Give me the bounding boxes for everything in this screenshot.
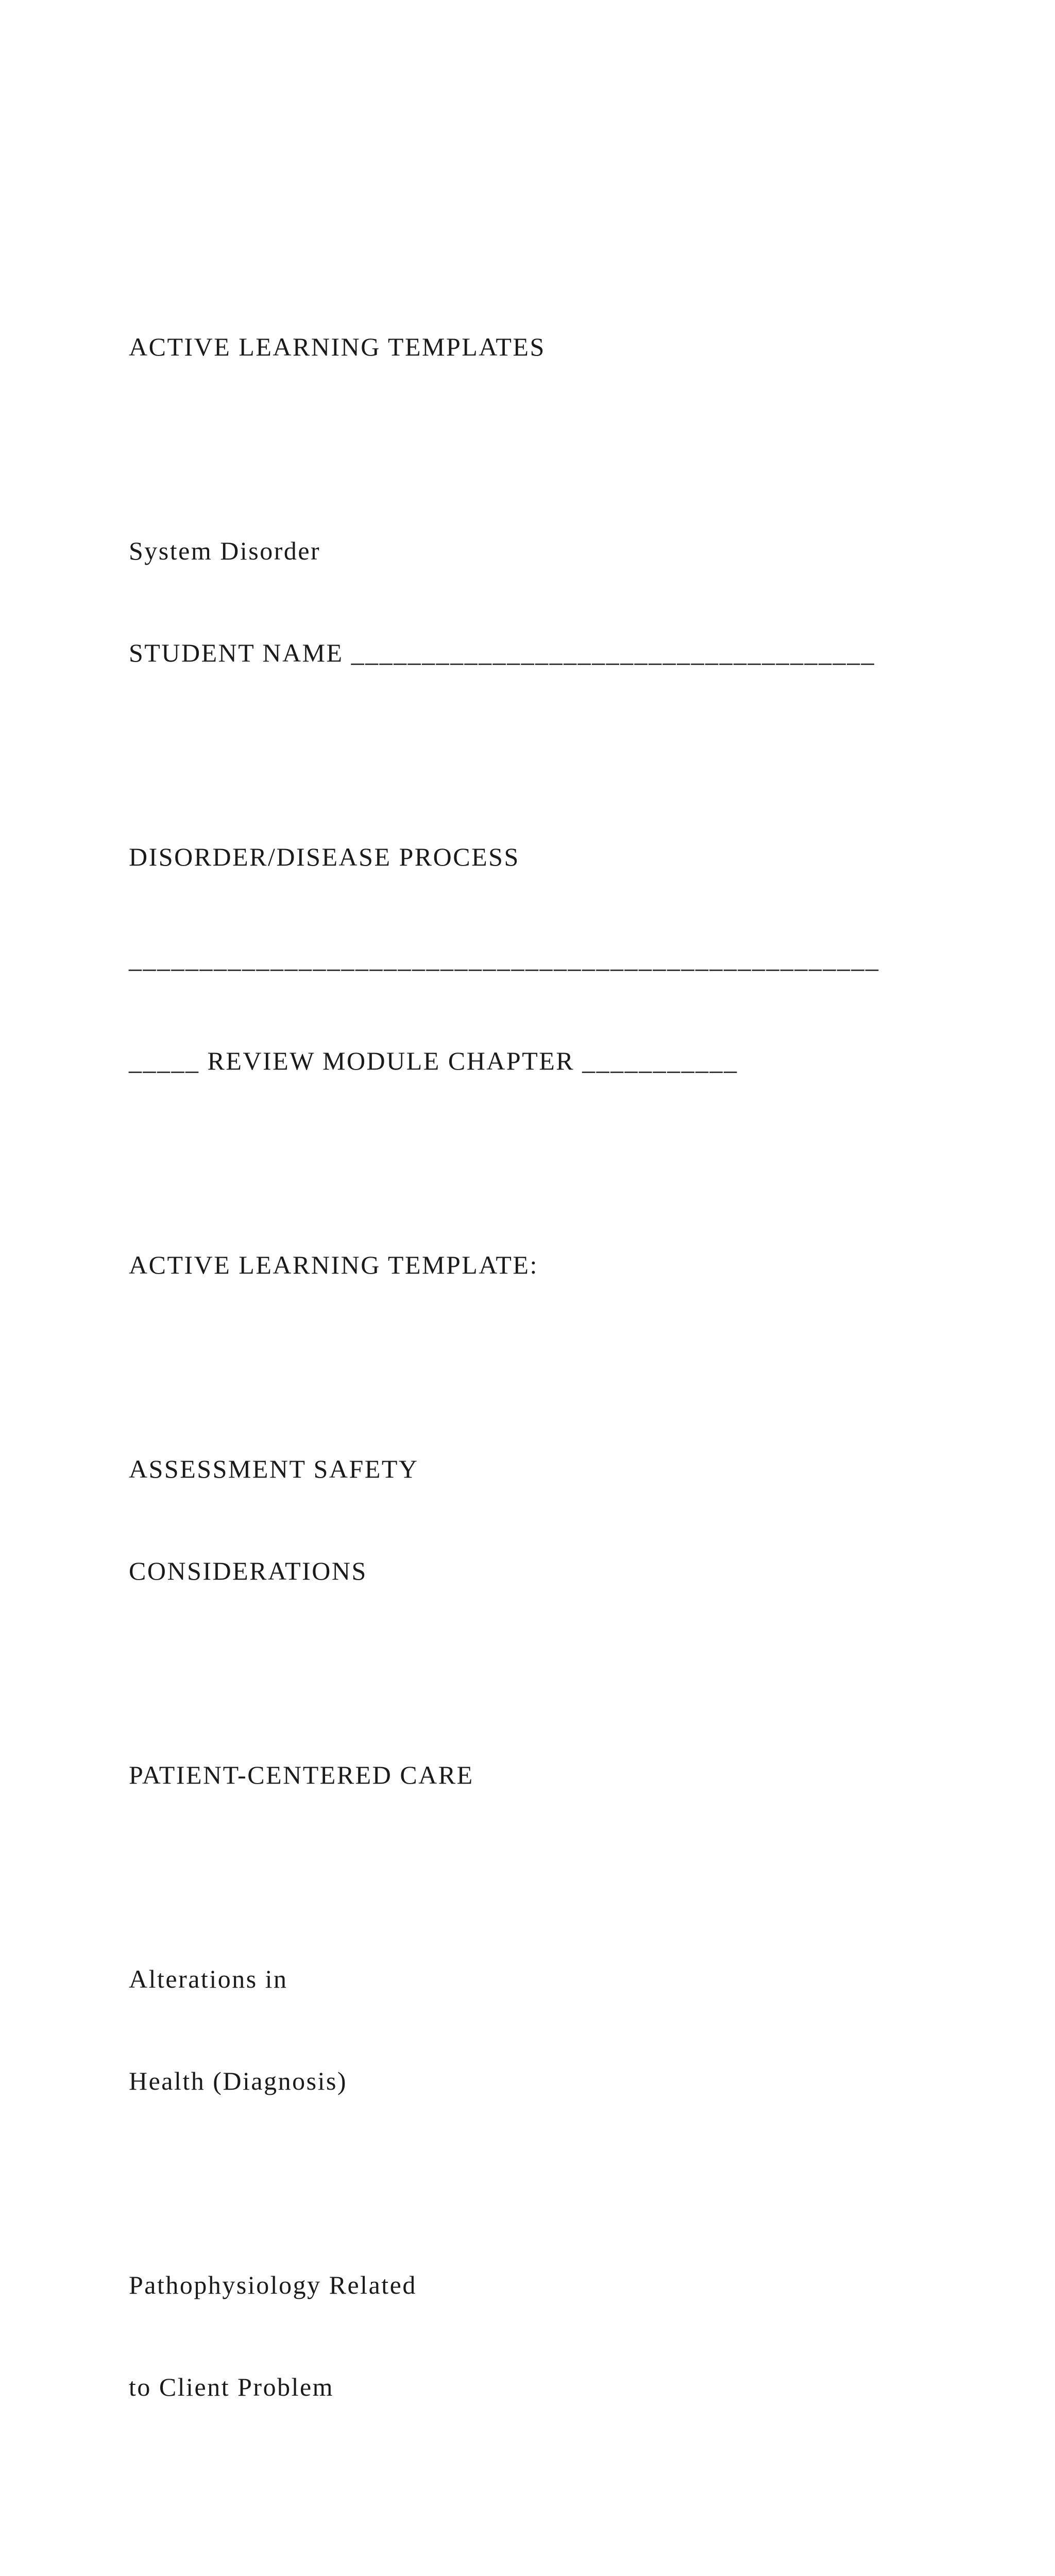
- pathophysiology-heading-line1: Pathophysiology Related: [129, 2270, 417, 2299]
- spacer: [129, 432, 953, 466]
- spacer: [129, 2472, 953, 2506]
- spacer: [129, 2166, 953, 2200]
- alterations-heading-line2: Health (Diagnosis): [129, 2066, 348, 2095]
- disorder-label: DISORDER/DISEASE PROCESS: [129, 842, 520, 871]
- spacer: [129, 1656, 953, 1690]
- document-body: [129, 262, 953, 2576]
- health-promotion-heading-line1: [129, 2574, 953, 2576]
- spacer: [129, 1860, 953, 1894]
- assessment-heading-line1: ASSESSMENT SAFETY: [129, 1454, 419, 1483]
- document-title: ACTIVE LEARNING TEMPLATES: [129, 332, 546, 361]
- disorder-blank-line: _____________________________________________________: [129, 944, 880, 973]
- spacer: [129, 738, 953, 772]
- assessment-heading-line2: CONSIDERATIONS: [129, 1556, 367, 1585]
- template-label: ACTIVE LEARNING TEMPLATE:: [129, 1250, 538, 1279]
- spacer: [129, 1350, 953, 1384]
- patient-centered-care-heading: PATIENT-CENTERED CARE: [129, 1760, 474, 1789]
- spacer: [129, 1146, 953, 1180]
- review-module-line: _____ REVIEW MODULE CHAPTER ___________: [129, 1046, 738, 1075]
- document-subtitle: System Disorder: [129, 536, 321, 565]
- student-name-line: STUDENT NAME _____________________________________: [129, 638, 876, 667]
- alterations-heading-line1: Alterations in: [129, 1964, 288, 1993]
- pathophysiology-heading-line2: to Client Problem: [129, 2372, 334, 2401]
